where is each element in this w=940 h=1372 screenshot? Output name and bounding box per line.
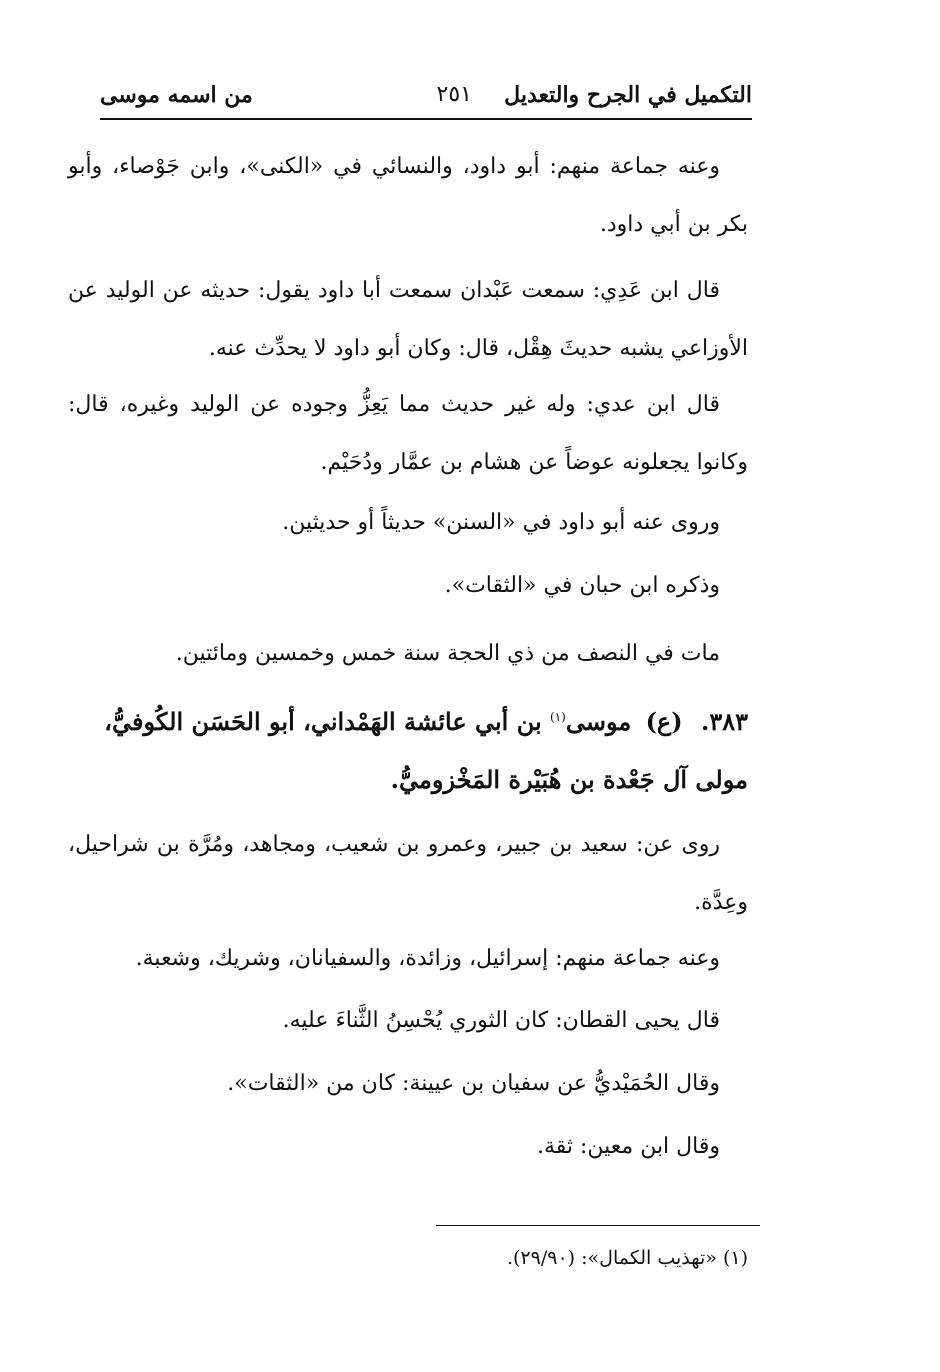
paragraph-death: مات في النصف من ذي الحجة سنة خمس وخمسين ومائتين. [175, 641, 720, 666]
paragraph-humaydi: وقال الحُمَيْديُّ عن سفيان بن عيينة: كان من «الثقات». [227, 1071, 720, 1096]
paragraph-ibn-main: وقال ابن معين: ثقة. [536, 1134, 720, 1159]
paragraph-ibn-adi-1: قال ابن عَدِي: سمعت عَبْدان سمعت أبا داود يقول: حديثه عن الوليد عن الأوزاعي يشبه حديثَ هِقْل، قال: وكان أبو داود لا يحدِّث عنه. [68, 278, 748, 361]
footnote: (١) «تهذيب الكمال»: (٢٩/٩٠). [506, 1247, 748, 1269]
footnote-ref: (١) [550, 710, 566, 724]
paragraph-thiqat: وذكره ابن حبان في «الثقات». [444, 573, 720, 598]
book-title: التكميل في الجرح والتعديل [504, 82, 752, 108]
footnote-divider [436, 1225, 760, 1226]
paragraph-students: وعنه جماعة منهم: أبو داود، والنسائي في «الكنى»، وابن جَوْصاء، وأبو بكر بن أبي داود. [68, 154, 748, 237]
entry-number: ٣٨٣. [700, 707, 748, 736]
paragraph-qattan: قال يحيى القطان: كان الثوري يُحْسِنُ الثَّناءَ عليه. [282, 1008, 720, 1033]
paragraph-narrated-from: روى عن: سعيد بن جبير، وعمرو بن شعيب، ومجاهد، ومُرَّة بن شراحيل، وعِدَّة. [68, 832, 748, 915]
paragraph-sunan: وروى عنه أبو داود في «السنن» حديثاً أو حديثين. [282, 510, 720, 535]
entry-heading [68, 688, 748, 809]
page-number: ٢٥١ [436, 82, 472, 107]
paragraph-narrators: وعنه جماعة منهم: إسرائيل، وزائدة، والسفيانان، وشريك، وشعبة. [135, 946, 720, 971]
paragraph-ibn-adi-2: قال ابن عدي: وله غير حديث مما يَعِزُّ وجوده عن الوليد وغيره، قال: وكانوا يجعلونه عوضاً عن هشام بن عمَّار ودُحَيْم. [68, 392, 748, 475]
section-title: من اسمه موسى [100, 82, 253, 108]
entry-name: موسى [565, 707, 632, 736]
running-header [100, 78, 752, 120]
entry-code: (ع) [645, 707, 683, 736]
entry-heading-rest: بن أبي عائشة الهَمْداني، أبو الحَسَن الكُوفيُّ، مولى آل جَعْدة بن هُبَيْرة المَخْزوميُّ. [104, 707, 748, 794]
